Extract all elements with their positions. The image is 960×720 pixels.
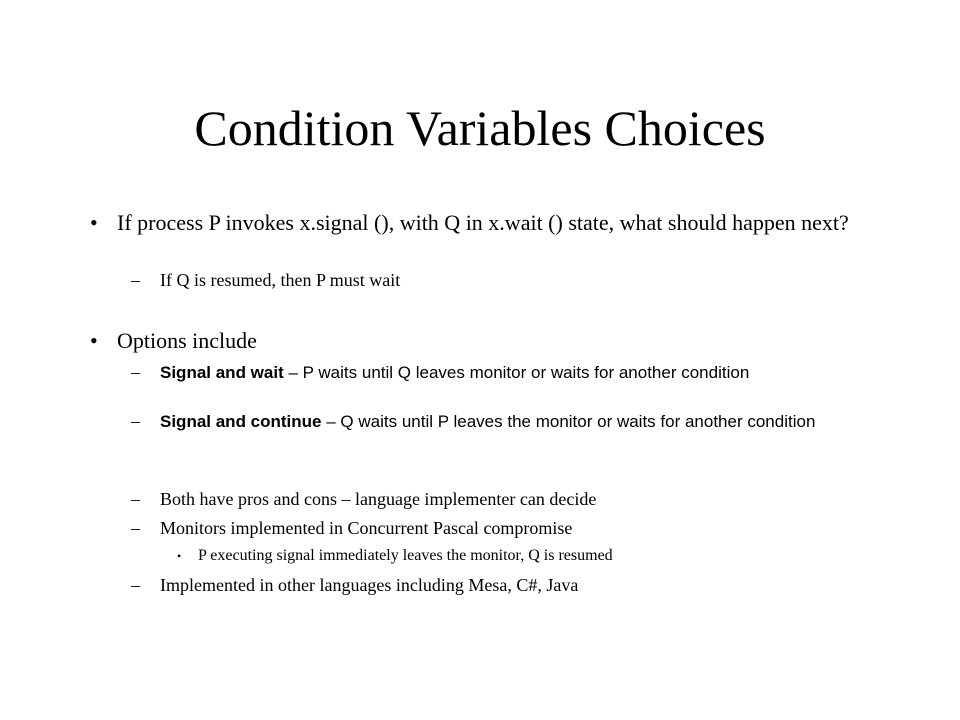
sub-bullet-rest: – Q waits until P leaves the monitor or waits for another condition (321, 412, 816, 431)
dash-marker: – (131, 411, 140, 431)
dash-marker: – (131, 575, 140, 595)
dash-marker: – (131, 489, 140, 509)
bullet-marker: • (177, 549, 182, 563)
bold-term: Signal and wait (160, 363, 284, 382)
sub-bullet-text: Monitors implemented in Concurrent Pascal compromise (160, 518, 573, 538)
sub-bullet-text (160, 411, 860, 432)
dash-marker: – (131, 362, 140, 382)
sub-sub-bullet-text: P executing signal immediately leaves the monitor, Q is resumed (198, 547, 613, 564)
dash-marker: – (131, 518, 140, 538)
bold-term: Signal and continue (160, 412, 322, 431)
sub-bullet-text (160, 362, 860, 383)
sub-bullet-text: If Q is resumed, then P must wait (160, 270, 401, 290)
bullet-marker: • (90, 210, 98, 235)
sub-bullet-text: Both have pros and cons – language implementer can decide (160, 489, 597, 509)
dash-marker: – (131, 270, 140, 290)
sub-bullet-rest: – P waits until Q leaves monitor or waits for another condition (283, 363, 750, 382)
bullet-marker: • (90, 328, 98, 353)
slide-title: Condition Variables Choices (194, 100, 766, 156)
bullet-text: If process P invokes x.signal (), with Q in x.wait () state, what should happen next? (117, 210, 849, 235)
sub-bullet-text: Implemented in other languages including Mesa, C#, Java (160, 575, 579, 595)
bullet-text: Options include (117, 328, 257, 353)
